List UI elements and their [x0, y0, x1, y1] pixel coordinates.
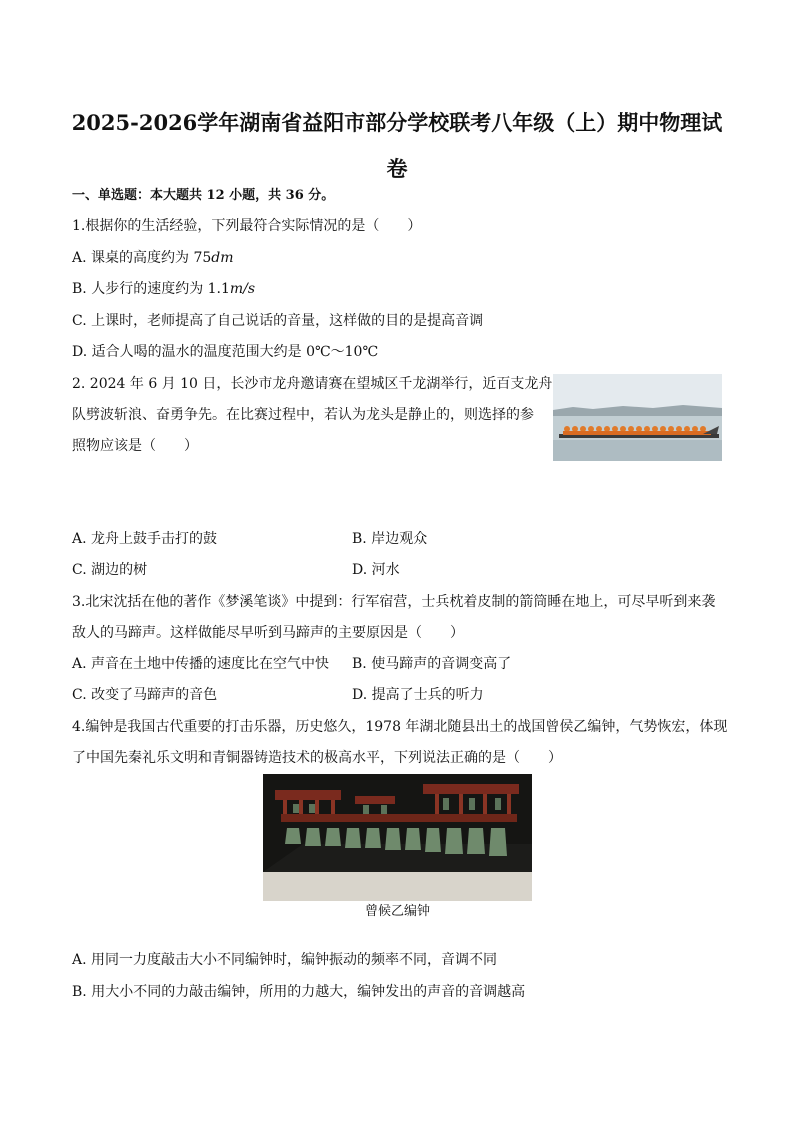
q2-stem-line-2: 队劈波斩浪、奋勇争先。在比赛过程中，若认为龙头是静止的，则选择的参 — [72, 407, 534, 423]
q2-stem-line-1: 2. 2024 年 6 月 10 日，长沙市龙舟邀请赛在望城区千龙湖举行，近百支龙舟 — [72, 376, 553, 392]
q4-stem-line-2: 了中国先秦礼乐文明和青铜器铸造技术的极高水平，下列说法正确的是（ ） — [72, 750, 562, 766]
q1-stem: 1.根据你的生活经验，下列最符合实际情况的是（ ） — [72, 218, 422, 234]
title-line-1: 2025-2026学年湖南省益阳市部分学校联考八年级（上）期中物理试 — [71, 110, 723, 135]
q1-option-b-text: B. 人步行的速度约为 1.1 — [72, 281, 230, 297]
q3-option-c: C. 改变了马蹄声的音色 — [72, 687, 218, 703]
q2-option-a: A. 龙舟上鼓手击打的鼓 — [72, 531, 218, 547]
q3-option-b: B. 使马蹄声的音调变高了 — [352, 656, 512, 672]
q3-option-a: A. 声音在土地中传播的速度比在空气中快 — [72, 656, 330, 672]
title-line-2: 卷 — [386, 156, 408, 181]
q2-option-d: D. 河水 — [352, 562, 400, 578]
q4-option-a: A. 用同一力度敲击大小不同编钟时，编钟振动的频率不同，音调不同 — [72, 952, 498, 968]
bianzhong-illustration — [263, 774, 532, 901]
q2-option-c: C. 湖边的树 — [72, 562, 148, 578]
q1-option-a — [72, 248, 234, 268]
q3-option-d: D. 提高了士兵的听力 — [352, 687, 484, 703]
dragon-boat-photo — [553, 374, 722, 461]
q2-stem-line-3: 照物应该是（ ） — [72, 438, 198, 454]
exam-title — [60, 100, 734, 192]
bells-caption: 曾候乙编钟 — [364, 904, 430, 919]
dragon-boat-illustration — [553, 374, 722, 461]
q1-option-d: D. 适合人喝的温水的温度范围大约是 0℃～10℃ — [72, 344, 379, 360]
q4-stem-line-1: 4.编钟是我国古代重要的打击乐器，历史悠久，1978 年湖北随县出土的战国曾侯乙编钟，气势恢宏，体现 — [72, 719, 728, 735]
q1-option-a-text: A. 课桌的高度约为 75 — [72, 250, 212, 266]
q1-option-a-unit: dm — [211, 250, 234, 266]
q4-option-b: B. 用大小不同的力敲击编钟，所用的力越大，编钟发出的声音的音调越高 — [72, 984, 526, 1000]
q1-option-b — [72, 279, 255, 299]
bianzhong-bells-photo — [263, 774, 532, 901]
section-heading: 一、单选题：本大题共 12 小题，共 36 分。 — [72, 188, 335, 203]
q1-option-b-unit: m/s — [229, 281, 256, 297]
q2-option-b: B. 岸边观众 — [352, 531, 428, 547]
q3-stem-line-2: 敌人的马蹄声。这样做能尽早听到马蹄声的主要原因是（ ） — [72, 625, 464, 641]
q3-stem-line-1: 3.北宋沈括在他的著作《梦溪笔谈》中提到：行军宿营，士兵枕着皮制的箭筒睡在地上，可尽早听到来袭 — [72, 594, 716, 610]
q1-option-c: C. 上课时，老师提高了自己说话的音量，这样做的目的是提高音调 — [72, 313, 484, 329]
